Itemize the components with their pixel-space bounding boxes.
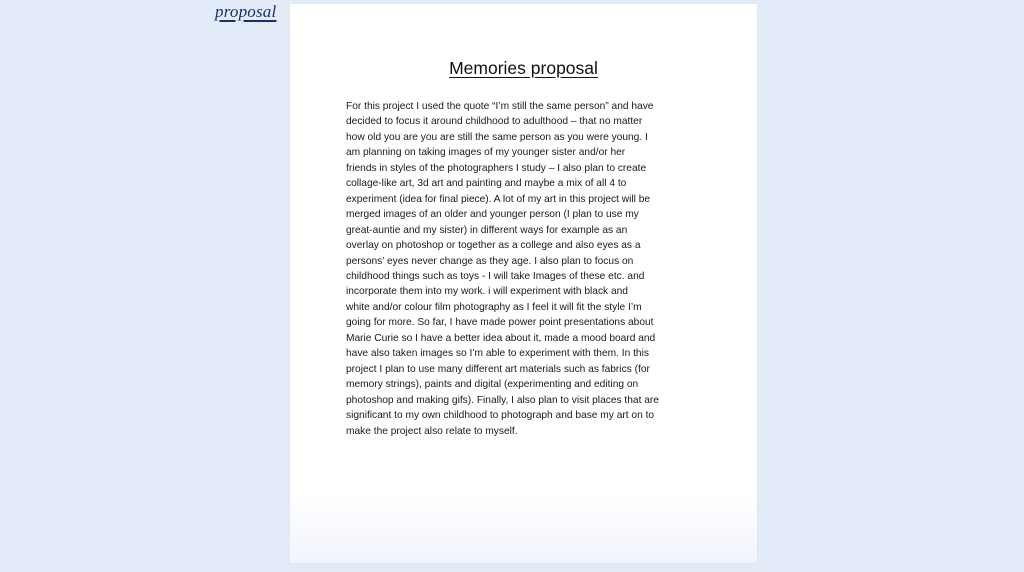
- body-line: going for more. So far, I have made power point presentations about: [346, 317, 654, 329]
- body-line: childhood things such as toys - I will take Images of these etc. and: [346, 270, 645, 282]
- body-line: For this project I used the quote “I’m still the same person” and have: [346, 101, 654, 112]
- body-line: merged images of an older and younger person (I plan to use my: [346, 209, 639, 221]
- body-line: am planning on taking images of my younger sister and/or her: [346, 147, 626, 159]
- body-line: overlay on photoshop or together as a college and also eyes as a: [346, 240, 641, 252]
- body-line: how old you are you are still the same person as you were young. I: [346, 131, 648, 143]
- document-body: [346, 99, 704, 439]
- body-line: great-auntie and my sister) in different ways for example as an: [346, 224, 628, 236]
- document-page: [290, 4, 757, 563]
- body-line: experiment (idea for final piece). A lot of my art in this project will be: [346, 193, 651, 205]
- body-line: project I plan to use many different art materials such as fabrics (for: [346, 363, 650, 375]
- body-line: white and/or colour film photography as I feel it will fit the style I’m: [346, 301, 642, 313]
- body-line: collage-like art, 3d art and painting and maybe a mix of all 4 to: [346, 178, 627, 190]
- body-line: incorporate them into my work. i will experiment with black and: [346, 286, 628, 298]
- body-line: Marie Curie so I have a better idea about it, made a mood board and: [346, 332, 656, 344]
- body-line: photoshop and making gifs). Finally, I also plan to visit places that are: [346, 394, 659, 406]
- body-line: persons’ eyes never change as they age. I also plan to focus on: [346, 255, 634, 267]
- body-line: friends in styles of the photographers I study – I also plan to create: [346, 162, 647, 174]
- body-line: decided to focus it around childhood to adulthood – that no matter: [346, 116, 643, 128]
- body-line: have also taken images so I’m able to experiment with them. In this: [346, 348, 649, 360]
- body-line: significant to my own childhood to photograph and base my art on to: [346, 410, 655, 422]
- body-line: memory strings), paints and digital (experimenting and editing on: [346, 379, 639, 391]
- document-title: Memories proposal: [449, 58, 598, 78]
- slide-title: proposal: [215, 2, 277, 21]
- body-line: make the project also relate to myself.: [346, 425, 518, 437]
